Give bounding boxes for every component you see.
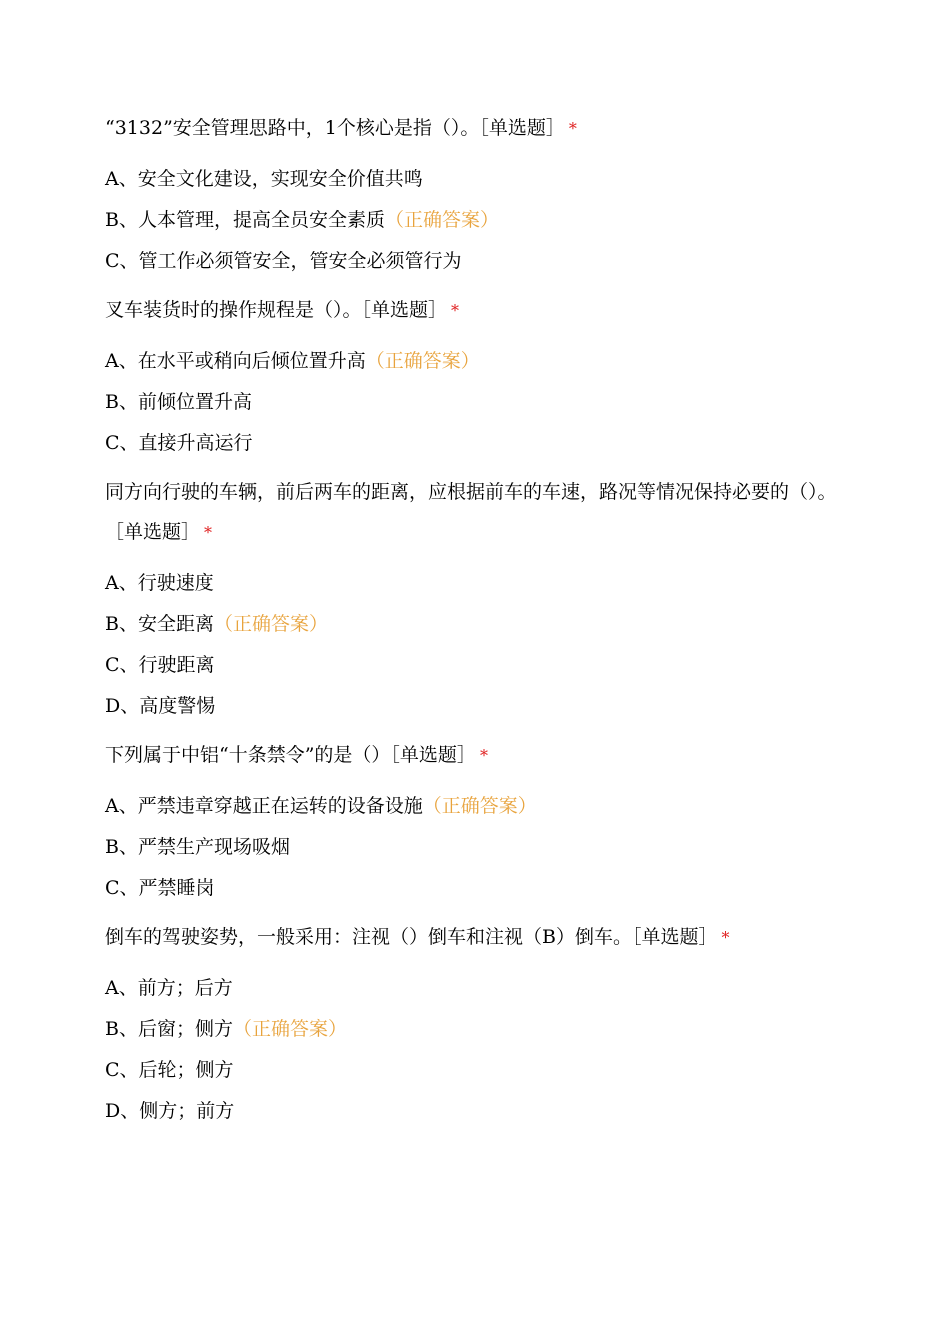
required-marker: * bbox=[721, 928, 730, 947]
option-a[interactable] bbox=[105, 159, 850, 200]
option-label: B、严禁生产现场吸烟 bbox=[105, 836, 290, 858]
option-a[interactable] bbox=[105, 968, 850, 1009]
option-list bbox=[105, 968, 850, 1132]
option-list bbox=[105, 786, 850, 909]
required-marker: * bbox=[204, 523, 213, 542]
option-label: B、安全距离 bbox=[105, 613, 214, 635]
question-5 bbox=[105, 917, 850, 1132]
option-list bbox=[105, 341, 850, 464]
question-stem-text: 倒车的驾驶姿势，一般采用：注视（）倒车和注视（B）倒车。［单选题］ bbox=[105, 926, 718, 948]
option-b[interactable] bbox=[105, 827, 850, 868]
option-b[interactable] bbox=[105, 1009, 850, 1050]
option-c[interactable] bbox=[105, 423, 850, 464]
option-label: A、安全文化建设，实现安全价值共鸣 bbox=[105, 168, 423, 190]
option-label: A、行驶速度 bbox=[105, 572, 214, 594]
option-d[interactable] bbox=[105, 686, 850, 727]
question-stem bbox=[105, 108, 850, 149]
option-label: C、管工作必须管安全，管安全必须管行为 bbox=[105, 250, 462, 272]
correct-answer-mark: （正确答案） bbox=[232, 1018, 347, 1040]
question-stem-text: 同方向行驶的车辆，前后两车的距离，应根据前车的车速，路况等情况保持必要的（）。［单选题］ bbox=[105, 481, 837, 543]
option-a[interactable] bbox=[105, 563, 850, 604]
option-label: B、后窗；侧方 bbox=[105, 1018, 233, 1040]
option-label: A、前方；后方 bbox=[105, 977, 233, 999]
question-stem bbox=[105, 472, 850, 553]
option-d[interactable] bbox=[105, 1091, 850, 1132]
option-b[interactable] bbox=[105, 604, 850, 645]
option-c[interactable] bbox=[105, 868, 850, 909]
correct-answer-mark: （正确答案） bbox=[422, 795, 537, 817]
correct-answer-mark: （正确答案） bbox=[384, 209, 499, 231]
option-list bbox=[105, 159, 850, 282]
option-a[interactable] bbox=[105, 786, 850, 827]
question-stem bbox=[105, 735, 850, 776]
question-2 bbox=[105, 290, 850, 464]
option-label: C、行驶距离 bbox=[105, 654, 215, 676]
question-spacer bbox=[105, 727, 850, 735]
question-4 bbox=[105, 735, 850, 909]
option-b[interactable] bbox=[105, 200, 850, 241]
question-stem bbox=[105, 290, 850, 331]
option-label: B、人本管理，提高全员安全素质 bbox=[105, 209, 385, 231]
option-label: D、侧方；前方 bbox=[105, 1100, 235, 1122]
question-spacer bbox=[105, 464, 850, 472]
question-3 bbox=[105, 472, 850, 727]
quiz-document bbox=[105, 108, 850, 1132]
option-label: B、前倾位置升高 bbox=[105, 391, 252, 413]
option-c[interactable] bbox=[105, 241, 850, 282]
option-c[interactable] bbox=[105, 1050, 850, 1091]
option-label: C、严禁睡岗 bbox=[105, 877, 215, 899]
required-marker: * bbox=[451, 301, 460, 320]
question-stem-text: 叉车装货时的操作规程是（）。［单选题］ bbox=[105, 299, 448, 321]
option-b[interactable] bbox=[105, 382, 850, 423]
question-stem-text: “3132”安全管理思路中，1个核心是指（）。［单选题］ bbox=[105, 117, 565, 139]
question-1 bbox=[105, 108, 850, 282]
option-label: D、高度警惕 bbox=[105, 695, 216, 717]
option-label: C、直接升高运行 bbox=[105, 432, 253, 454]
question-spacer bbox=[105, 282, 850, 290]
option-label: C、后轮；侧方 bbox=[105, 1059, 234, 1081]
option-list bbox=[105, 563, 850, 727]
option-a[interactable] bbox=[105, 341, 850, 382]
question-spacer bbox=[105, 909, 850, 917]
option-label: A、在水平或稍向后倾位置升高 bbox=[105, 350, 366, 372]
option-c[interactable] bbox=[105, 645, 850, 686]
required-marker: * bbox=[568, 119, 577, 138]
required-marker: * bbox=[479, 746, 488, 765]
correct-answer-mark: （正确答案） bbox=[213, 613, 328, 635]
option-label: A、严禁违章穿越正在运转的设备设施 bbox=[105, 795, 423, 817]
question-stem bbox=[105, 917, 850, 958]
question-stem-text: 下列属于中铝“十条禁令”的是（）［单选题］ bbox=[105, 744, 476, 766]
correct-answer-mark: （正确答案） bbox=[365, 350, 480, 372]
